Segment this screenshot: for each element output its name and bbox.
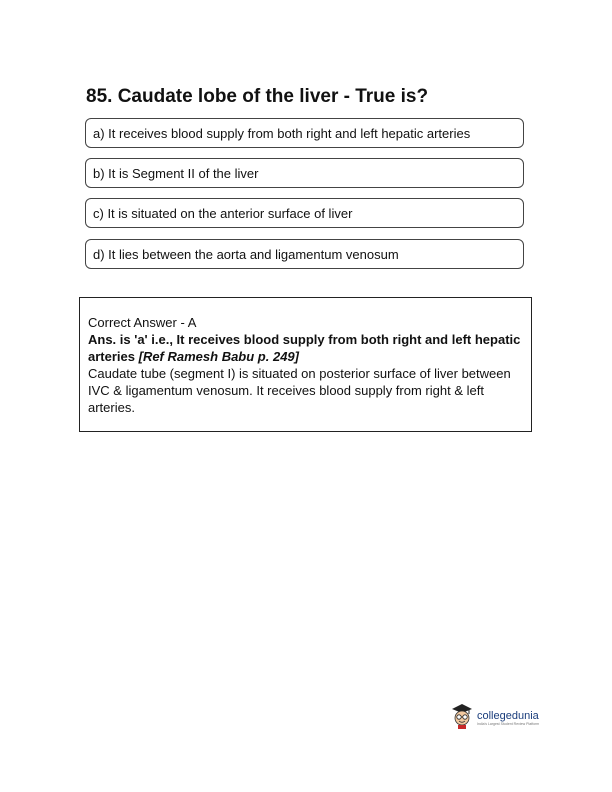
option-c-text: c) It is situated on the anterior surface of liver bbox=[93, 205, 353, 221]
option-d[interactable] bbox=[85, 239, 524, 269]
graduate-mascot-icon bbox=[451, 703, 473, 734]
answer-statement bbox=[88, 331, 523, 365]
question-title: 85. Caudate lobe of the liver - True is? bbox=[86, 86, 429, 107]
option-b[interactable] bbox=[85, 158, 524, 188]
answer-bold-text: Ans. is 'a' i.e., It receives blood supply from both right and left hepatic arteries bbox=[88, 332, 521, 364]
logo-name: collegedunia bbox=[477, 710, 539, 722]
logo-tagline: India's Largest Student Review Platform bbox=[477, 722, 540, 726]
option-a[interactable] bbox=[85, 118, 524, 148]
answer-box bbox=[79, 297, 532, 432]
option-a-text: a) It receives blood supply from both right and left hepatic arteries bbox=[93, 125, 471, 141]
correct-answer-label: Correct Answer - A bbox=[88, 315, 197, 330]
option-b-text: b) It is Segment II of the liver bbox=[93, 165, 259, 181]
option-d-text: d) It lies between the aorta and ligamentum venosum bbox=[93, 246, 399, 262]
collegedunia-logo bbox=[451, 703, 539, 734]
answer-explanation: Caudate tube (segment I) is situated on posterior surface of liver between IVC & ligamentum venosum. It receives blood supply from right & left arteries. bbox=[88, 366, 511, 415]
option-c[interactable] bbox=[85, 198, 524, 228]
answer-reference: [Ref Ramesh Babu p. 249] bbox=[138, 349, 299, 364]
